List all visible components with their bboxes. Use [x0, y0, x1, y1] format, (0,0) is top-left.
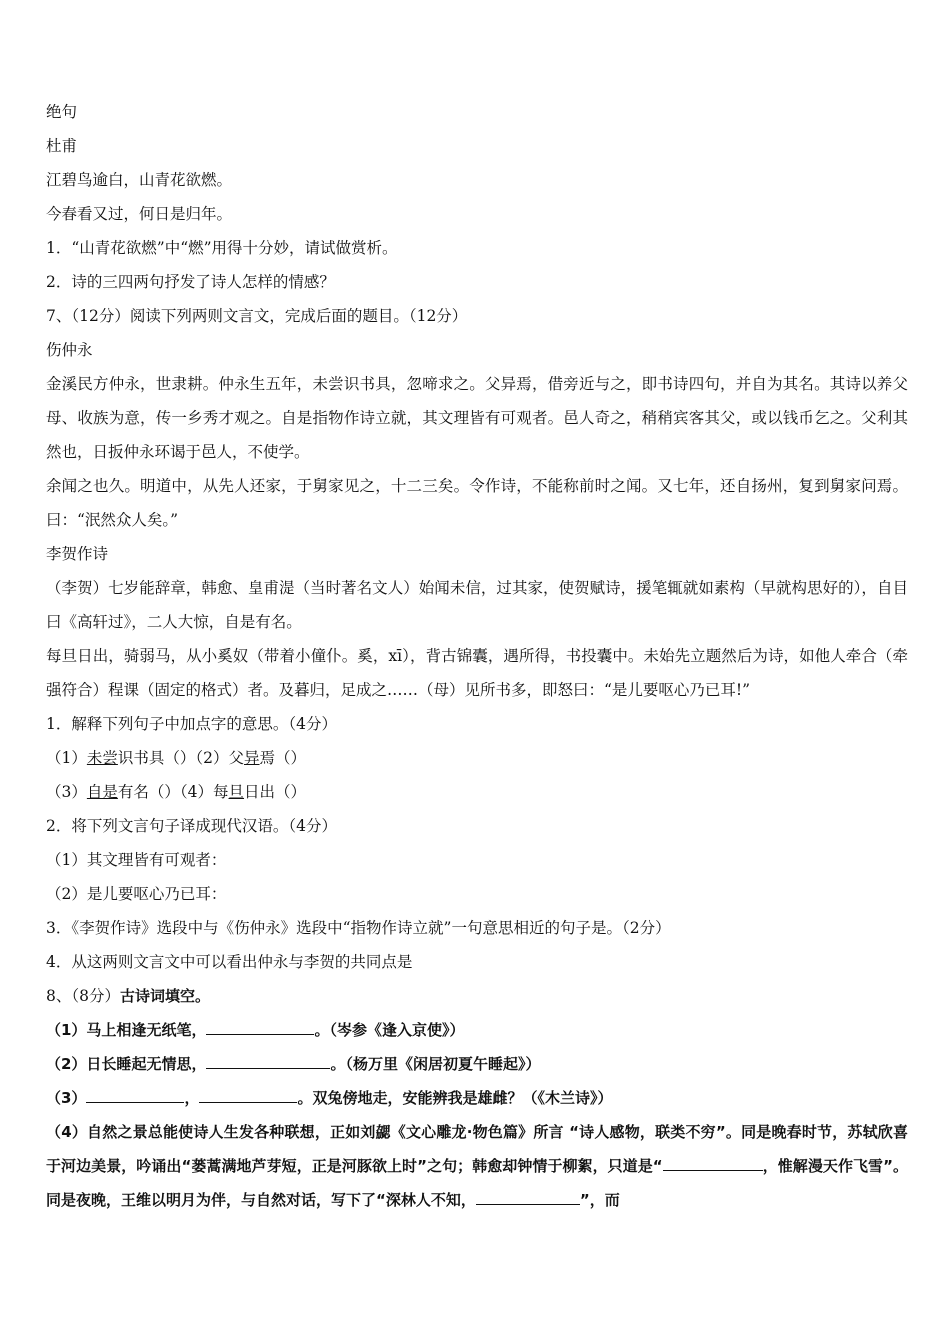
fill-text: （1）马上相逢无纸笔，: [46, 1021, 207, 1039]
subquestion-2: 2．将下列文言句子译成现代汉语。（4分）: [46, 817, 337, 835]
item-text: 日出（）: [244, 783, 307, 801]
text2-paragraph-2: 每旦日出，骑弱马，从小奚奴（带着小僮仆。奚，xī），背古锦囊，遇所得，书投囊中。未始先立题然后为诗，如他人牵合（牵强符合）程课（固定的格式）者。及暮归，足成之……（母）见所书多，即怒曰：“是儿要呕心乃已耳!”: [46, 647, 908, 699]
poem-line-2: 今春看又过，何日是归年。: [46, 205, 233, 223]
fill-text: ，: [184, 1089, 200, 1107]
item-text: 识书具（）（2）父: [117, 749, 245, 767]
fill-item-4: [46, 1115, 908, 1217]
dotted-word: 异: [244, 749, 260, 767]
text2-title: 李贺作诗: [46, 545, 109, 563]
item-label: （3）: [46, 783, 87, 801]
item-text: 焉（）: [259, 749, 307, 767]
fill-source: 。双兔傍地走，安能辨我是雄雌？（《木兰诗》）: [297, 1089, 613, 1107]
answer-blank[interactable]: [206, 1016, 314, 1035]
fill-item-3: [46, 1081, 908, 1115]
fill-source: 。（杨万里《闲居初夏午睡起》）: [330, 1055, 541, 1073]
fill-text: （3）: [46, 1089, 87, 1107]
dotted-word: 未尝: [86, 749, 118, 767]
item-text: 有名（）（4）每: [117, 783, 229, 801]
poem-question-2: 2．诗的三四两句抒发了诗人怎样的情感？: [46, 273, 335, 291]
answer-blank[interactable]: [206, 1050, 330, 1069]
subquestion-1-line-2: [46, 775, 908, 809]
answer-blank[interactable]: [663, 1152, 763, 1171]
text1-paragraph-2: 余闻之也久。明道中，从先人还家，于舅家见之，十二三矣。令作诗，不能称前时之闻。又七年，还自扬州，复到舅家问焉。曰：“泯然众人矣。”: [46, 477, 908, 529]
subquestion-2-a: （1）其文理皆有可观者：: [46, 851, 227, 869]
answer-blank[interactable]: [476, 1186, 580, 1205]
dotted-word: 自是: [86, 783, 118, 801]
document-page: [46, 95, 908, 1217]
answer-blank[interactable]: [199, 1084, 297, 1103]
subquestion-4: 4．从这两则文言文中可以看出仲永与李贺的共同点是: [46, 953, 413, 971]
fill-item-2: [46, 1047, 908, 1081]
dotted-word: 旦: [228, 783, 245, 801]
question-8-header: [46, 979, 908, 1013]
item-label: （1）: [46, 749, 87, 767]
fill-text: （2）日长睡起无情思，: [46, 1055, 207, 1073]
text2-paragraph-1: （李贺）七岁能辞章，韩愈、皇甫湜（当时著名文人）始闻未信，过其家，使贺赋诗，援笔辄就如素构（早就构思好的），自目曰《高轩过》，二人大惊，自是有名。: [46, 579, 908, 631]
poem-line-1: 江碧鸟逾白，山青花欲燃。: [46, 171, 233, 189]
subquestion-2-b: （2）是儿要呕心乃已耳：: [46, 885, 227, 903]
subquestion-1-line-1: [46, 741, 908, 775]
question-title: 古诗词填空。: [119, 987, 210, 1005]
text1-paragraph-1: 金溪民方仲永，世隶耕。仲永生五年，未尝识书具，忽啼求之。父异焉，借旁近与之，即书诗四句，并自为其名。其诗以养父母、收族为意，传一乡秀才观之。自是指物作诗立就，其文理皆有可观者。邑人奇之，稍稍宾客其父，或以钱币乞之。父利其然也，日扳仲永环谒于邑人，不使学。: [46, 375, 908, 461]
poem-question-1: 1．“山青花欲燃”中“燃”用得十分妙，请试做赏析。: [46, 239, 398, 257]
poem-author: 杜甫: [46, 137, 78, 155]
question-7-header: 7、（12分）阅读下列两则文言文，完成后面的题目。（12分）: [46, 307, 468, 325]
fill-item-1: [46, 1013, 908, 1047]
subquestion-3: 3．《李贺作诗》选段中与《伤仲永》选段中“指物作诗立就”一句意思相近的句子是。（2分）: [46, 919, 671, 937]
fill-text: （4）自然之景总能使诗人生发各种联想，正如刘勰《文心雕龙·物色篇》所言 “诗人感物，联类不穷”。同是晚春时节，苏轼欣喜于河边美景，吟诵出“蒌蒿满地芦芽短，正是河豚欲上时”之句；韩愈却钟情于柳絮，只道是“: [46, 1123, 908, 1175]
answer-blank[interactable]: [86, 1084, 184, 1103]
fill-text: ”，而: [579, 1191, 620, 1209]
fill-text: ，惟解漫天作飞雪”。同是夜晚，王维以明月为伴，与自然对话，写下了“深林人不知，: [46, 1157, 908, 1209]
question-number: 8、（8分）: [46, 987, 120, 1005]
subquestion-1: 1．解释下列句子中加点字的意思。（4分）: [46, 715, 337, 733]
poem-title: 绝句: [46, 103, 78, 121]
text1-title: 伤仲永: [46, 341, 93, 359]
fill-source: 。（岑参《逢入京使》）: [314, 1021, 465, 1039]
